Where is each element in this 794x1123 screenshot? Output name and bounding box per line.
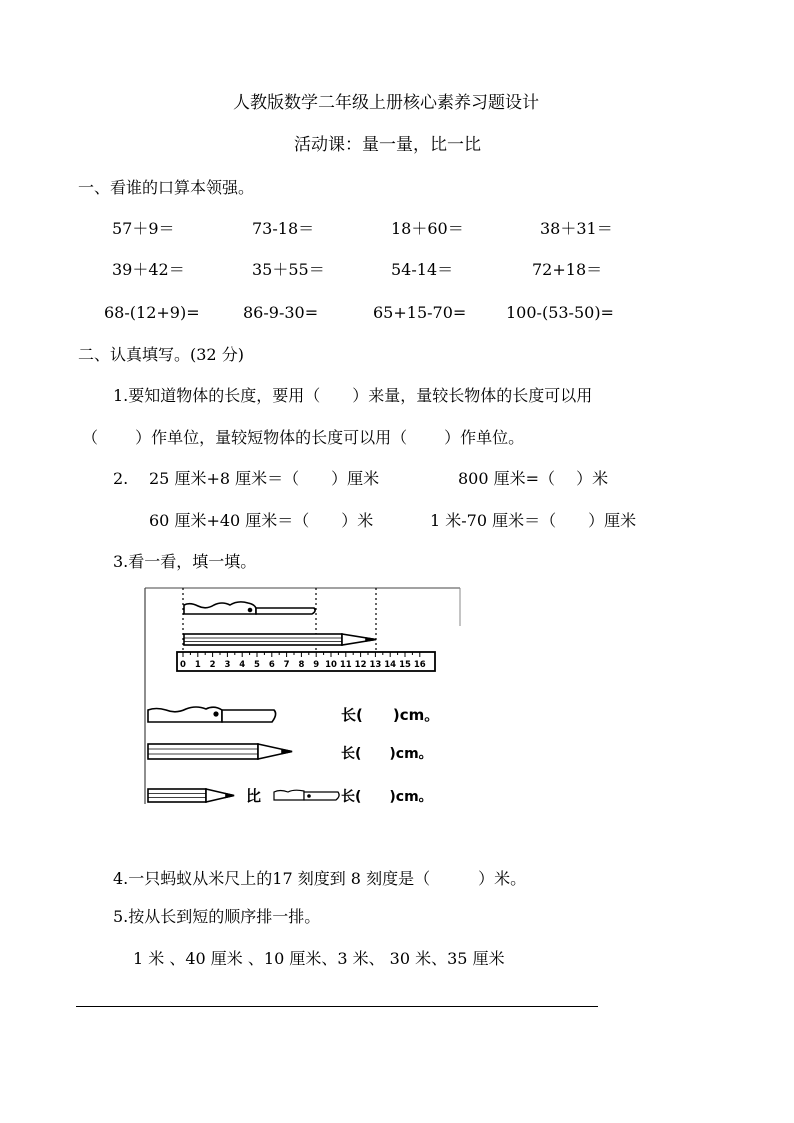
calc-item: 65+15-70= <box>373 303 467 322</box>
pencil-row-3 <box>148 789 234 802</box>
ruler-label: 7 <box>283 660 290 670</box>
calc-item: 73-18＝ <box>252 219 315 238</box>
ruler-label: 3 <box>224 660 231 670</box>
question-3: 3.看一看，填一填。 <box>113 552 257 571</box>
question-2-label: 2. <box>113 469 129 488</box>
knife-top <box>184 602 315 614</box>
ruler-label: 2 <box>209 660 216 670</box>
question-2-item: 800 厘米=（ ）米 <box>458 469 609 488</box>
knife-row <box>148 707 276 722</box>
section1-heading: 一、看谁的口算本领强。 <box>78 178 255 197</box>
footer-divider <box>76 1006 598 1007</box>
page-title: 人教版数学二年级上册核心素养习题设计 <box>233 93 539 113</box>
calc-item: 68-(12+9)= <box>104 303 200 322</box>
ruler-label: 9 <box>313 660 320 670</box>
calc-item: 39＋42＝ <box>112 260 185 279</box>
ruler-label: 11 <box>339 660 352 670</box>
ruler-label: 14 <box>384 660 397 670</box>
ruler-label: 10 <box>325 660 337 670</box>
ruler <box>177 652 435 671</box>
answer-row-1: 长( )cm。 <box>341 706 440 724</box>
ruler-label: 8 <box>298 660 305 670</box>
ruler-label: 12 <box>354 660 367 670</box>
answer-row-2: 长( )cm。 <box>341 746 433 762</box>
question-2-item: 1 米-70 厘米＝（ ）厘米 <box>430 511 637 530</box>
ruler-label: 4 <box>239 660 246 670</box>
ruler-label: 6 <box>268 660 275 670</box>
calc-item: 86-9-30= <box>243 303 319 322</box>
calc-item: 57＋9＝ <box>112 219 175 238</box>
answer-row-3: 长( )cm。 <box>341 789 433 805</box>
question-5-items: 1 米 、40 厘米 、10 厘米、3 米、 30 米、35 厘米 <box>133 949 505 968</box>
section2-heading: 二、认真填写。(32 分) <box>78 345 244 364</box>
calc-item: 18＋60＝ <box>391 219 464 238</box>
question-4: 4.一只蚂蚁从米尺上的17 刻度到 8 刻度是（ ）米。 <box>113 869 527 888</box>
measurement-figure <box>144 586 462 806</box>
ruler-label: 13 <box>369 660 382 670</box>
pencil-row <box>148 744 292 759</box>
compare-label: 比 <box>246 787 262 805</box>
calc-item: 72+18＝ <box>532 260 603 279</box>
ruler-label: 0 <box>180 660 186 670</box>
calc-item: 35＋55＝ <box>252 260 325 279</box>
ruler-label: 5 <box>254 660 260 670</box>
question-2-item: 60 厘米+40 厘米＝（ ）米 <box>149 511 374 530</box>
question-2-item: 25 厘米+8 厘米＝（ ）厘米 <box>149 469 380 488</box>
question-1-line2: （ ）作单位，量较短物体的长度可以用（ ）作单位。 <box>82 428 525 447</box>
page-subtitle: 活动课：量一量，比一比 <box>294 135 481 155</box>
question-5: 5.按从长到短的顺序排一排。 <box>113 907 321 926</box>
calc-item: 100-(53-50)= <box>506 303 614 322</box>
calc-item: 54-14＝ <box>391 260 454 279</box>
ruler-label: 15 <box>399 660 411 670</box>
small-knife-row-3 <box>274 790 339 800</box>
ruler-label: 1 <box>194 660 201 670</box>
calc-item: 38＋31＝ <box>540 219 613 238</box>
pencil-top <box>184 634 376 645</box>
ruler-label: 16 <box>413 660 426 670</box>
question-1-line1: 1.要知道物体的长度，要用（ ）来量，量较长物体的长度可以用 <box>113 386 593 405</box>
